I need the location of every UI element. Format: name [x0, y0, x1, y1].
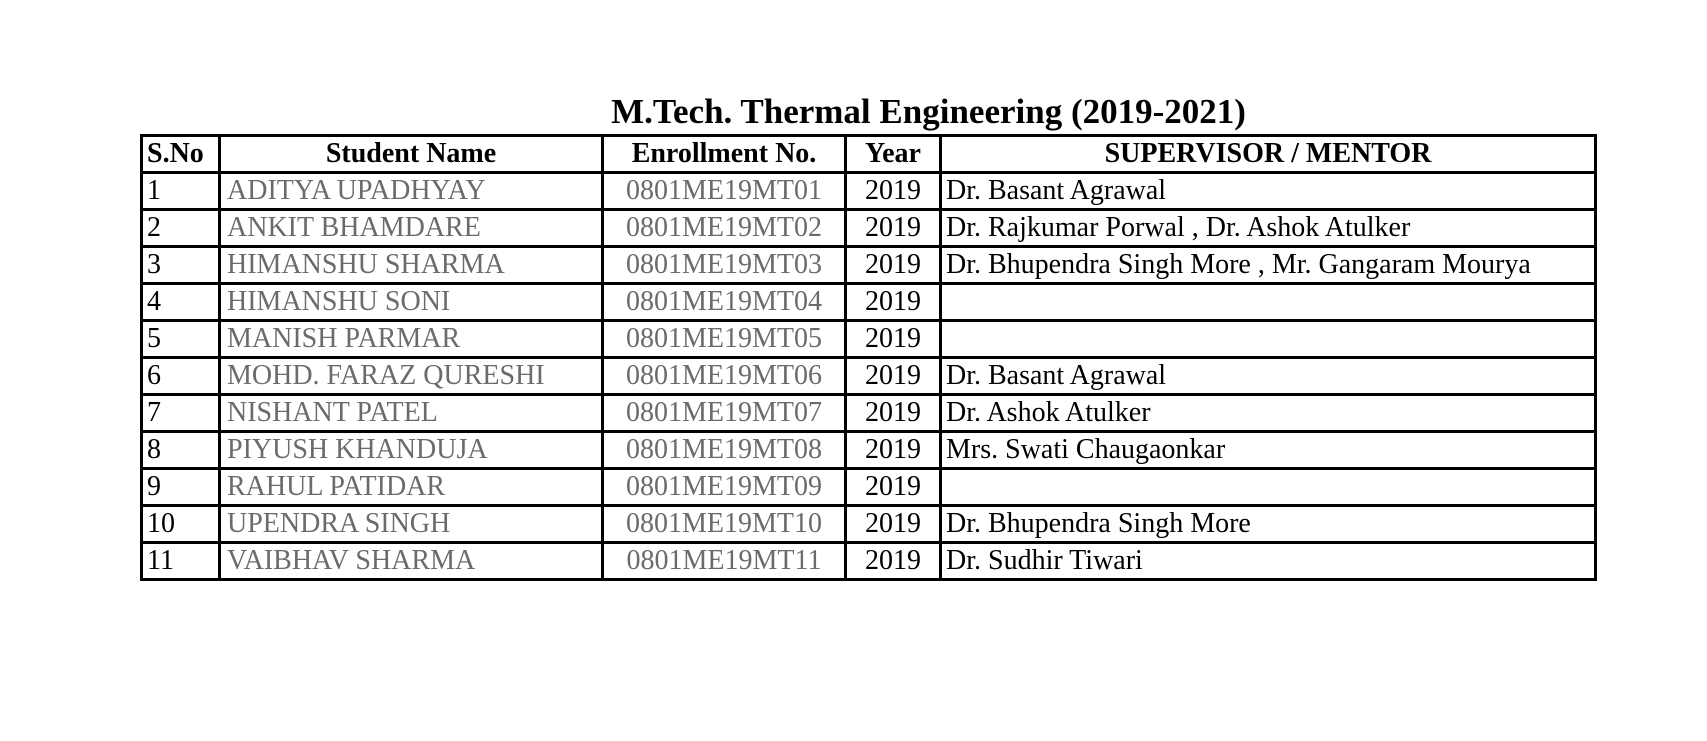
cell-mentor: Dr. Bhupendra Singh More [941, 506, 1596, 543]
cell-mentor: Dr. Bhupendra Singh More , Mr. Gangaram Mourya [941, 247, 1596, 284]
cell-student-name: VAIBHAV SHARMA [220, 543, 603, 580]
table-row [142, 284, 1596, 321]
cell-mentor: Mrs. Swati Chaugaonkar [941, 432, 1596, 469]
cell-year: 2019 [846, 173, 941, 210]
cell-sno: 10 [142, 506, 220, 543]
cell-student-name: UPENDRA SINGH [220, 506, 603, 543]
cell-year: 2019 [846, 469, 941, 506]
table-row [142, 321, 1596, 358]
cell-mentor [941, 321, 1596, 358]
table-body [142, 173, 1596, 580]
cell-year: 2019 [846, 247, 941, 284]
header-student-name: Student Name [220, 136, 603, 173]
cell-mentor [941, 469, 1596, 506]
table-row [142, 173, 1596, 210]
table-row [142, 469, 1596, 506]
cell-sno: 3 [142, 247, 220, 284]
cell-sno: 4 [142, 284, 220, 321]
cell-sno: 8 [142, 432, 220, 469]
cell-sno: 7 [142, 395, 220, 432]
cell-enrollment-no: 0801ME19MT03 [603, 247, 846, 284]
cell-enrollment-no: 0801ME19MT07 [603, 395, 846, 432]
cell-sno: 5 [142, 321, 220, 358]
header-sno: S.No [142, 136, 220, 173]
cell-year: 2019 [846, 395, 941, 432]
cell-mentor: Dr. Sudhir Tiwari [941, 543, 1596, 580]
cell-mentor: Dr. Ashok Atulker [941, 395, 1596, 432]
table-row [142, 432, 1596, 469]
cell-year: 2019 [846, 284, 941, 321]
cell-year: 2019 [846, 321, 941, 358]
header-enrollment-no: Enrollment No. [603, 136, 846, 173]
cell-year: 2019 [846, 210, 941, 247]
cell-enrollment-no: 0801ME19MT04 [603, 284, 846, 321]
cell-sno: 1 [142, 173, 220, 210]
cell-year: 2019 [846, 506, 941, 543]
cell-student-name: HIMANSHU SHARMA [220, 247, 603, 284]
cell-enrollment-no: 0801ME19MT02 [603, 210, 846, 247]
student-table [140, 134, 1597, 581]
cell-enrollment-no: 0801ME19MT06 [603, 358, 846, 395]
cell-mentor: Dr. Rajkumar Porwal , Dr. Ashok Atulker [941, 210, 1596, 247]
cell-student-name: MOHD. FARAZ QURESHI [220, 358, 603, 395]
cell-year: 2019 [846, 543, 941, 580]
cell-enrollment-no: 0801ME19MT05 [603, 321, 846, 358]
table-row [142, 210, 1596, 247]
cell-mentor: Dr. Basant Agrawal [941, 358, 1596, 395]
cell-enrollment-no: 0801ME19MT01 [603, 173, 846, 210]
cell-year: 2019 [846, 358, 941, 395]
header-year: Year [846, 136, 941, 173]
cell-mentor [941, 284, 1596, 321]
table-row [142, 506, 1596, 543]
cell-student-name: HIMANSHU SONI [220, 284, 603, 321]
cell-student-name: NISHANT PATEL [220, 395, 603, 432]
table-row [142, 543, 1596, 580]
cell-enrollment-no: 0801ME19MT08 [603, 432, 846, 469]
table-row [142, 247, 1596, 284]
cell-sno: 6 [142, 358, 220, 395]
table-header-row [142, 136, 1596, 173]
cell-student-name: ANKIT BHAMDARE [220, 210, 603, 247]
cell-sno: 11 [142, 543, 220, 580]
cell-year: 2019 [846, 432, 941, 469]
cell-student-name: MANISH PARMAR [220, 321, 603, 358]
cell-mentor: Dr. Basant Agrawal [941, 173, 1596, 210]
cell-enrollment-no: 0801ME19MT09 [603, 469, 846, 506]
cell-enrollment-no: 0801ME19MT10 [603, 506, 846, 543]
cell-enrollment-no: 0801ME19MT11 [603, 543, 846, 580]
cell-student-name: PIYUSH KHANDUJA [220, 432, 603, 469]
table-row [142, 358, 1596, 395]
cell-student-name: ADITYA UPADHYAY [220, 173, 603, 210]
cell-student-name: RAHUL PATIDAR [220, 469, 603, 506]
header-supervisor-mentor: SUPERVISOR / MENTOR [941, 136, 1596, 173]
table-row [142, 395, 1596, 432]
cell-sno: 2 [142, 210, 220, 247]
page-title: M.Tech. Thermal Engineering (2019-2021) [611, 92, 1246, 131]
cell-sno: 9 [142, 469, 220, 506]
